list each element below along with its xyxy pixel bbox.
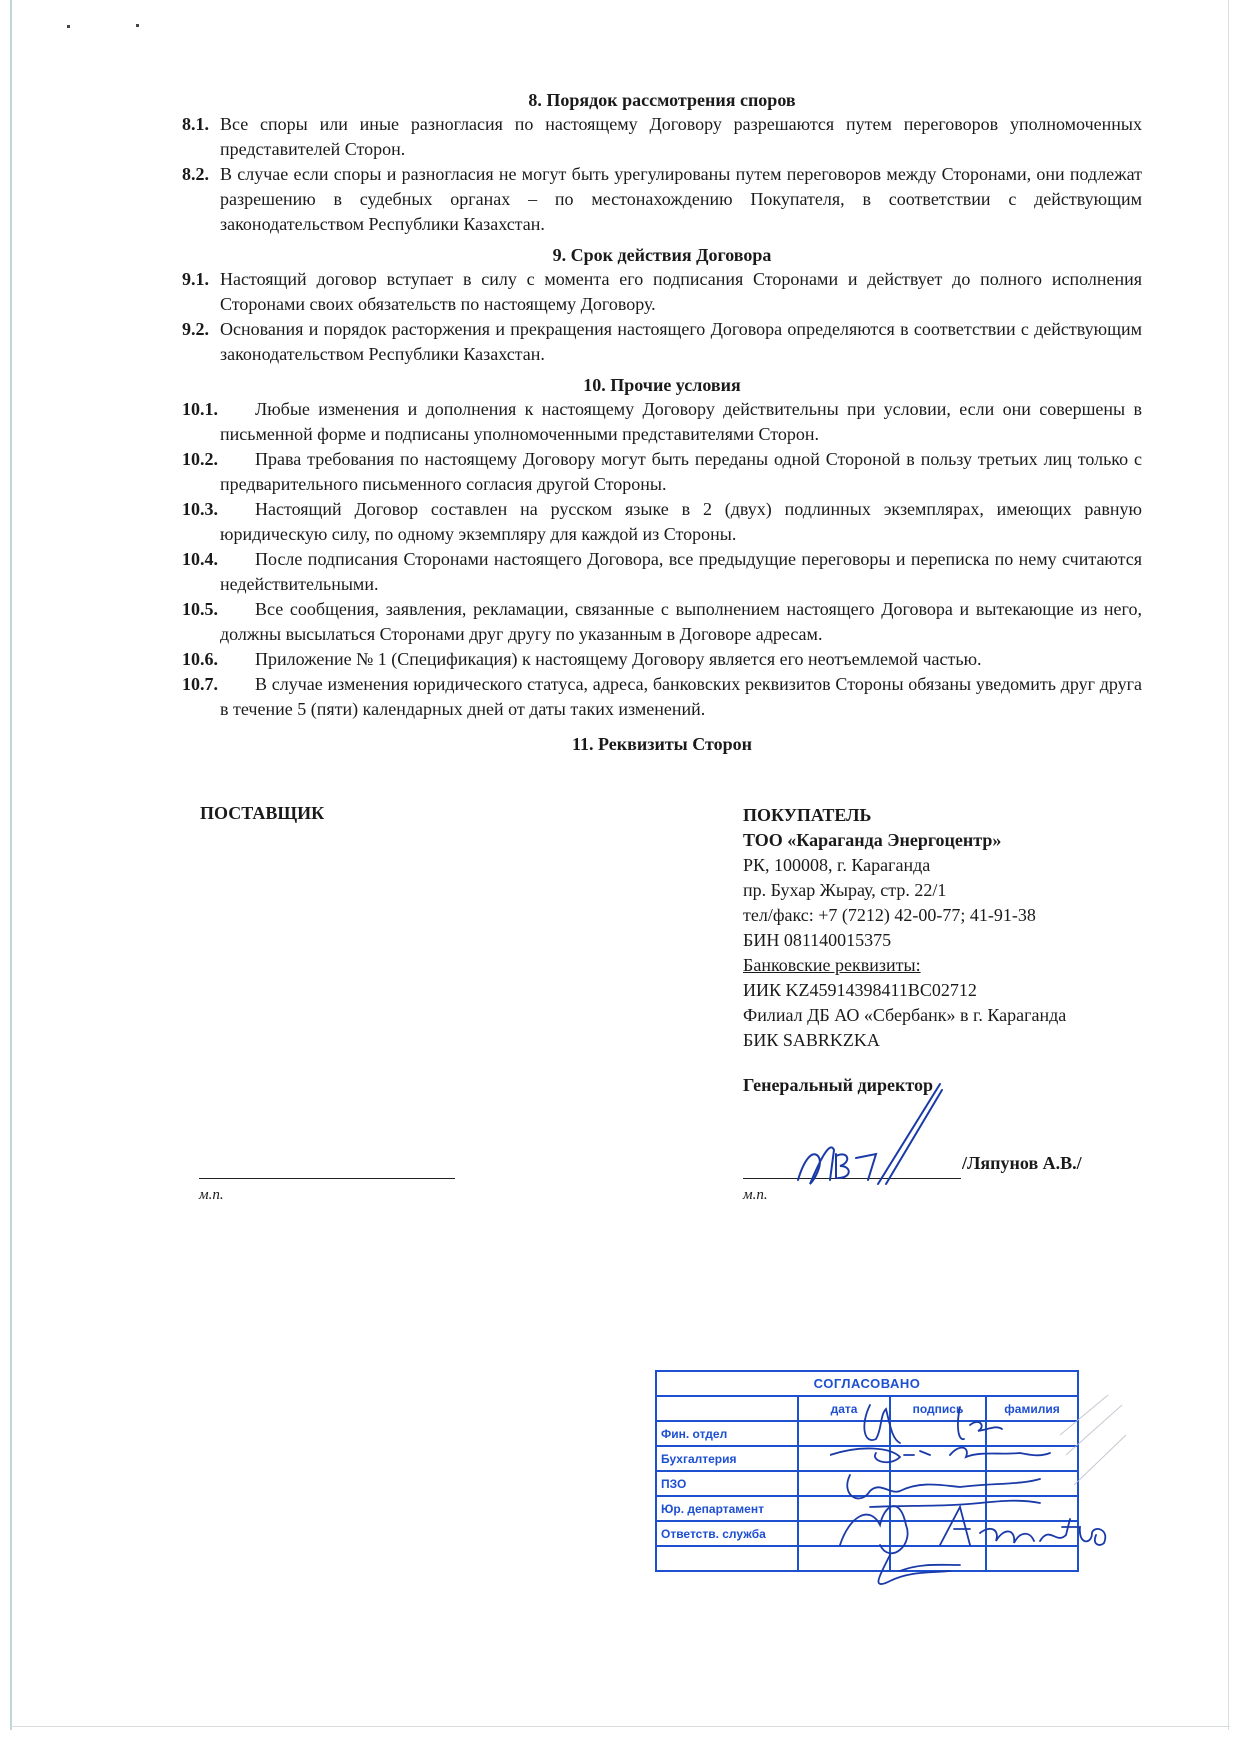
clause xyxy=(182,647,1142,672)
contract-page xyxy=(182,88,1142,762)
clause xyxy=(182,597,1142,647)
stamp-col-header xyxy=(656,1396,798,1421)
stamp-row-label: Юр. департамент xyxy=(656,1496,798,1521)
stamp-col-header-date: дата xyxy=(798,1396,890,1421)
section-requisites xyxy=(182,732,1142,756)
supplier-signature-line xyxy=(199,1178,455,1179)
buyer-phone: тел/факс: +7 (7212) 42-00-77; 41-91-38 xyxy=(743,905,1036,925)
clause-number: 10.2. xyxy=(182,449,218,469)
buyer-bank: Филиал ДБ АО «Сбербанк» в г. Караганда xyxy=(743,1005,1067,1025)
buyer-company: ТОО «Караганда Энергоцентр» xyxy=(743,830,1002,850)
buyer-label: ПОКУПАТЕЛЬ xyxy=(743,805,872,825)
clause-number: 8.1. xyxy=(182,114,209,134)
stamp-row xyxy=(656,1521,1078,1546)
clause xyxy=(182,672,1142,722)
supplier-label: ПОСТАВЩИК xyxy=(200,803,325,823)
supplier-stamp-mark: м.п. xyxy=(199,1187,224,1203)
clause-text: В случае изменения юридического статуса, адреса, банковских реквизитов Стороны обязаны уведомить друг друга в течение 5 (пяти) календарных дней от даты таких изменений. xyxy=(220,674,1142,719)
clause-text: Настоящий Договор составлен на русском языке в 2 (двух) подлинных экземплярах, имеющих равную юридическую силу, по одному экземпляру для каждой из Стороны. xyxy=(220,499,1142,544)
buyer-stamp-mark: м.п. xyxy=(743,1187,768,1203)
stamp-row-label: Фин. отдел xyxy=(656,1421,798,1446)
stamp-row-label: Бухгалтерия xyxy=(656,1446,798,1471)
clause-text: Все сообщения, заявления, рекламации, связанные с выполнением настоящего Договора и вытекающие из него, должны высылаться Сторонами друг другу по указанным в Договоре адресам. xyxy=(220,599,1142,644)
section-term xyxy=(182,243,1142,367)
scan-speck xyxy=(67,25,70,28)
scan-edge-left xyxy=(10,0,12,1730)
buyer-address-line2: пр. Бухар Жырау, стр. 22/1 xyxy=(743,880,947,900)
approval-stamp xyxy=(655,1370,1079,1572)
stamp-row xyxy=(656,1421,1078,1446)
clause-text: Основания и порядок расторжения и прекращения настоящего Договора определяются в соответствии с действующим законодательством Республики Казахстан. xyxy=(220,319,1142,364)
clause xyxy=(182,447,1142,497)
clause-text: После подписания Сторонами настоящего Договора, все предыдущие переговоры и переписка по нему считаются недействительными. xyxy=(220,549,1142,594)
clause-text: Любые изменения и дополнения к настоящему Договору действительны при условии, если они совершены в письменной форме и подписаны уполномоченными представителями Сторон. xyxy=(220,399,1142,444)
clause xyxy=(182,397,1142,447)
stamp-row-label: ПЗО xyxy=(656,1471,798,1496)
signer-name: /Ляпунов А.В./ xyxy=(962,1153,1082,1173)
stamp-col-header-signature: подпись xyxy=(890,1396,986,1421)
clause-number: 10.7. xyxy=(182,674,218,694)
buyer-address-line1: РК, 100008, г. Караганда xyxy=(743,855,931,875)
section-heading: 8. Порядок рассмотрения споров xyxy=(528,90,796,110)
stamp-row xyxy=(656,1496,1078,1521)
stamp-row xyxy=(656,1546,1078,1571)
stamp-row-label: Ответств. служба xyxy=(656,1521,798,1546)
clause-number: 9.2. xyxy=(182,319,209,339)
clause-number: 10.4. xyxy=(182,549,218,569)
clause-number: 8.2. xyxy=(182,164,209,184)
stamp-title: СОГЛАСОВАНО xyxy=(656,1371,1078,1396)
buyer-bin: БИН 081140015375 xyxy=(743,930,892,950)
stamp-row-label xyxy=(656,1546,798,1571)
buyer-iik: ИИК KZ45914398411BC02712 xyxy=(743,980,977,1000)
clause-text: Права требования по настоящему Договору могут быть переданы одной Стороной в пользу третьих лиц только с предварительного письменного согласия другой Стороны. xyxy=(220,449,1142,494)
clause-number: 10.5. xyxy=(182,599,218,619)
buyer-bik: БИК SABRKZKA xyxy=(743,1030,880,1050)
clause xyxy=(182,547,1142,597)
scan-edge-right xyxy=(1228,0,1229,1730)
clause xyxy=(182,162,1142,237)
clause-number: 9.1. xyxy=(182,269,209,289)
clause-text: В случае если споры и разногласия не могут быть урегулированы путем переговоров между Сторонами, они подлежат разрешению в судебных органах – по местонахождению Покупателя, в соответствии с действующим законодательством Республики Казахстан. xyxy=(220,164,1142,234)
buyer-block xyxy=(743,803,1066,1053)
stamp-col-header-surname: фамилия xyxy=(986,1396,1078,1421)
clause-number: 10.1. xyxy=(182,399,218,419)
clause-text: Все споры или иные разногласия по настоящему Договору разрешаются путем переговоров уполномоченных представителей Сторон. xyxy=(220,114,1142,159)
stamp-row xyxy=(656,1471,1078,1496)
clause xyxy=(182,112,1142,162)
clause-number: 10.3. xyxy=(182,499,218,519)
stamp-row xyxy=(656,1446,1078,1471)
buyer-bank-header: Банковские реквизиты: xyxy=(743,955,921,975)
section-heading: 10. Прочие условия xyxy=(583,375,741,395)
section-disputes xyxy=(182,88,1142,237)
clause xyxy=(182,317,1142,367)
section-heading: 9. Срок действия Договора xyxy=(552,245,772,265)
clause xyxy=(182,267,1142,317)
clause-text: Приложение № 1 (Спецификация) к настоящему Договору является его неотъемлемой частью. xyxy=(255,649,982,669)
clause xyxy=(182,497,1142,547)
scan-edge-bottom xyxy=(10,1726,1230,1727)
clause-text: Настоящий договор вступает в силу с момента его подписания Сторонами и действует до полного исполнения Сторонами своих обязательств по настоящему Договору. xyxy=(220,269,1142,314)
scan-speck xyxy=(136,24,139,27)
director-signature xyxy=(790,1080,950,1195)
signer-title: Генеральный директор xyxy=(743,1075,933,1095)
section-other-terms xyxy=(182,373,1142,722)
clause-number: 10.6. xyxy=(182,649,218,669)
section-heading: 11. Реквизиты Сторон xyxy=(572,734,752,754)
